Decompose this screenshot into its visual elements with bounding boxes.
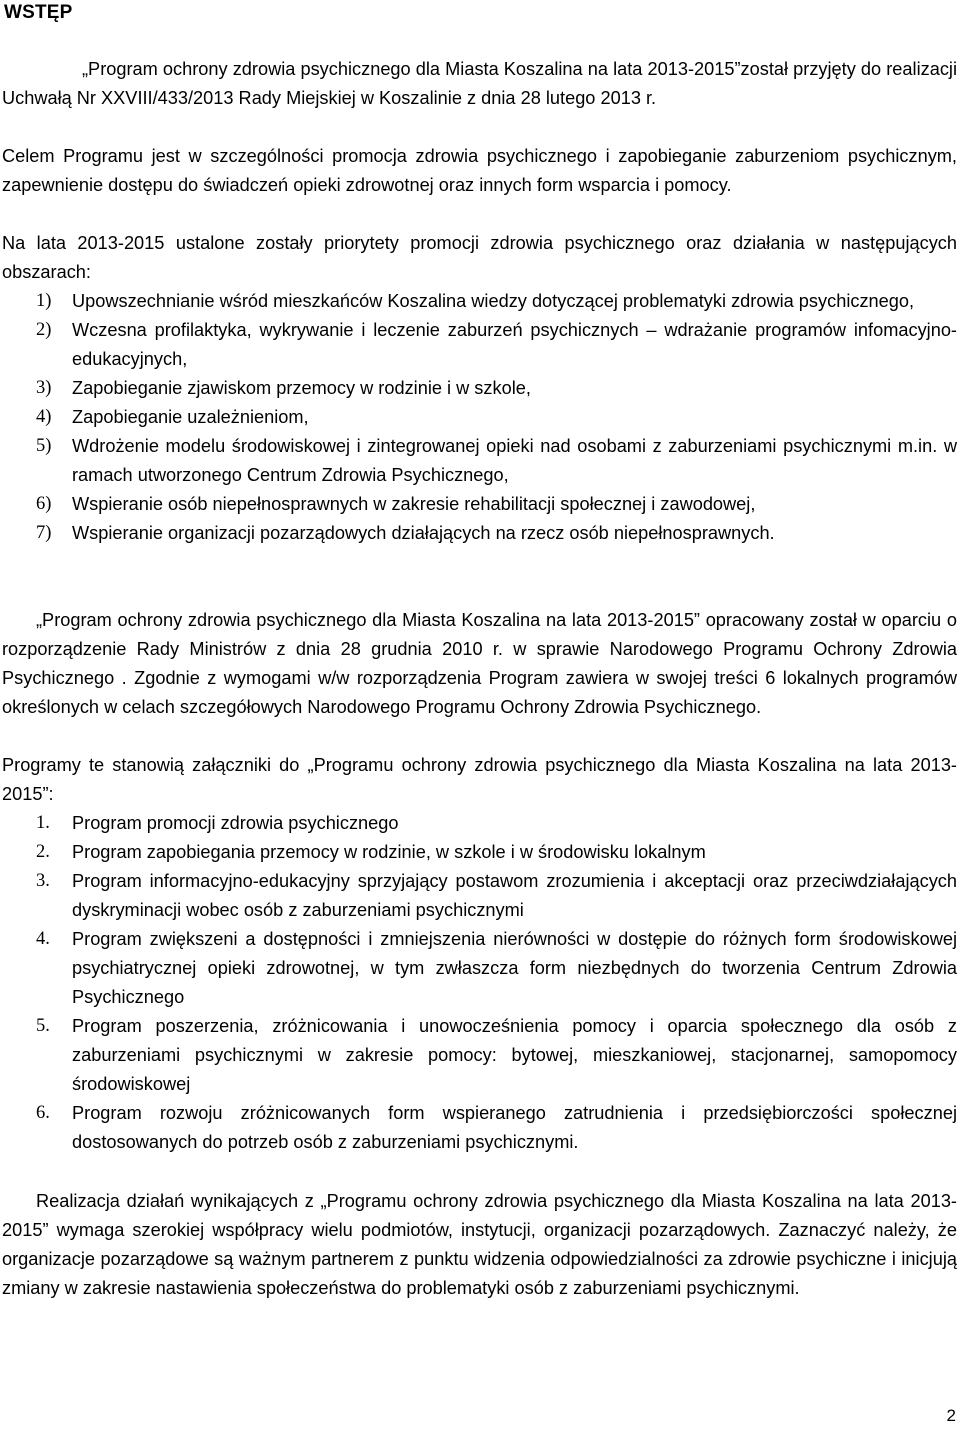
list-item	[2, 316, 957, 374]
list-item	[2, 867, 957, 925]
programs-list	[2, 809, 957, 1157]
list-item-number: 5)	[36, 436, 52, 456]
list-item	[2, 403, 957, 432]
list-item-text: Program zapobiegania przemocy w rodzinie, w szkole i w środowisku lokalnym	[72, 842, 706, 862]
list-item-text: Program zwiększeni a dostępności i zmniejszenia nierówności w dostępie do różnych form środowiskowej psychiatrycznej opieki zdrowotnej, w tym zwłaszcza form niezbędnych do tworzenia Centrum Zdrowia Psychicznego	[72, 929, 957, 1007]
list-item-number: 3.	[36, 871, 50, 891]
list-item	[2, 925, 957, 1012]
list-item	[2, 1012, 957, 1099]
conclusion-paragraph: Realizacja działań wynikających z „Programu ochrony zdrowia psychicznego dla Miasta Koszalina na lata 2013-2015” wymaga szerokiej współpracy wielu podmiotów, instytucji, organizacji pozarządowych. Zaznaczyć należy, że organizacje pozarządowe są ważnym partnerem z punktu widzenia odpowiedzialności za zdrowie psychiczne i inicjują zmiany w zakresie nastawienia społeczeństwa do problematyki osób z zaburzeniami psychicznymi.	[2, 1191, 957, 1298]
list-item	[2, 287, 957, 316]
page-number: 2	[946, 1406, 956, 1425]
program-basis-paragraph: „Program ochrony zdrowia psychicznego dla Miasta Koszalina na lata 2013-2015” opracowany został w oparciu o rozporządzenie Rady Ministrów z dnia 28 grudnia 2010 r. w sprawie Narodowego Programu Ochrony Zdrowia Psychicznego . Zgodnie z wymogami w/w rozporządzenia Program zawiera w swojej treści 6 lokalnych programów określonych w celach szczegółowych Narodowego Programu Ochrony Zdrowia Psychicznego.	[2, 610, 957, 717]
list-item-number: 5.	[36, 1016, 50, 1036]
program-attachments-paragraph: Programy te stanowią załączniki do „Programu ochrony zdrowia psychicznego dla Miasta Koszalina na lata 2013-2015”:	[2, 755, 957, 804]
list-item	[2, 490, 957, 519]
list-item	[2, 809, 957, 838]
list-item-text: Wczesna profilaktyka, wykrywanie i leczenie zaburzeń psychicznych – wdrażanie programów infomacyjno-edukacyjnych,	[72, 320, 957, 369]
list-item-text: Upowszechnianie wśród mieszkańców Koszalina wiedzy dotyczącej problematyki zdrowia psychicznego,	[72, 291, 915, 311]
list-item	[2, 432, 957, 490]
list-item	[2, 519, 957, 548]
list-item-number: 6)	[36, 494, 52, 514]
list-item-number: 6.	[36, 1103, 50, 1123]
list-item-text: Zapobieganie uzależnieniom,	[72, 407, 309, 427]
list-item	[2, 838, 957, 867]
list-item-number: 1)	[36, 291, 52, 311]
list-item	[2, 1099, 957, 1157]
list-item-number: 7)	[36, 523, 52, 543]
list-item-number: 2)	[36, 320, 52, 340]
intro-paragraph-goal: Celem Programu jest w szczególności promocja zdrowia psychicznego i zapobieganie zaburzeniom psychicznym, zapewnienie dostępu do świadczeń opieki zdrowotnej oraz innych form wsparcia i pomocy.	[2, 146, 957, 195]
list-item-number: 1.	[36, 813, 50, 833]
list-item-number: 4.	[36, 929, 50, 949]
list-item-number: 4)	[36, 407, 52, 427]
list-item-text: Wspieranie organizacji pozarządowych działających na rzecz osób niepełnosprawnych.	[72, 523, 775, 543]
list-item	[2, 374, 957, 403]
list-item-number: 3)	[36, 378, 52, 398]
list-item-text: Wspieranie osób niepełnosprawnych w zakresie rehabilitacji społecznej i zawodowej,	[72, 494, 756, 514]
intro-paragraph-priorities: Na lata 2013-2015 ustalone zostały priorytety promocji zdrowia psychicznego oraz działania w następujących obszarach:	[2, 233, 957, 282]
list-item-text: Program rozwoju zróżnicowanych form wspieranego zatrudnienia i przedsiębiorczości społecznej dostosowanych do potrzeb osób z zaburzeniami psychicznymi.	[72, 1103, 957, 1152]
list-item-text: Program promocji zdrowia psychicznego	[72, 813, 399, 833]
list-item-text: Program poszerzenia, zróżnicowania i unowocześnienia pomocy i oparcia społecznego dla osób z zaburzeniami psychicznymi w zakresie pomocy: bytowej, mieszkaniowej, stacjonarnej, samopomocy środowiskowej	[72, 1016, 957, 1094]
list-item-text: Wdrożenie modelu środowiskowej i zintegrowanej opieki nad osobami z zaburzeniami psychicznymi m.in. w ramach utworzonego Centrum Zdrowia Psychicznego,	[72, 436, 957, 485]
priorities-list	[2, 287, 957, 548]
section-heading: WSTĘP	[4, 2, 73, 23]
list-item-number: 2.	[36, 842, 50, 862]
intro-paragraph-adoption: „Program ochrony zdrowia psychicznego dla Miasta Koszalina na lata 2013-2015”został przyjęty do realizacji Uchwałą Nr XXVIII/433/2013 Rady Miejskiej w Koszalinie z dnia 28 lutego 2013 r.	[2, 59, 957, 108]
list-item-text: Program informacyjno-edukacyjny sprzyjający postawom zrozumienia i akceptacji oraz przeciwdziałających dyskryminacji wobec osób z zaburzeniami psychicznymi	[72, 871, 957, 920]
list-item-text: Zapobieganie zjawiskom przemocy w rodzinie i w szkole,	[72, 378, 531, 398]
